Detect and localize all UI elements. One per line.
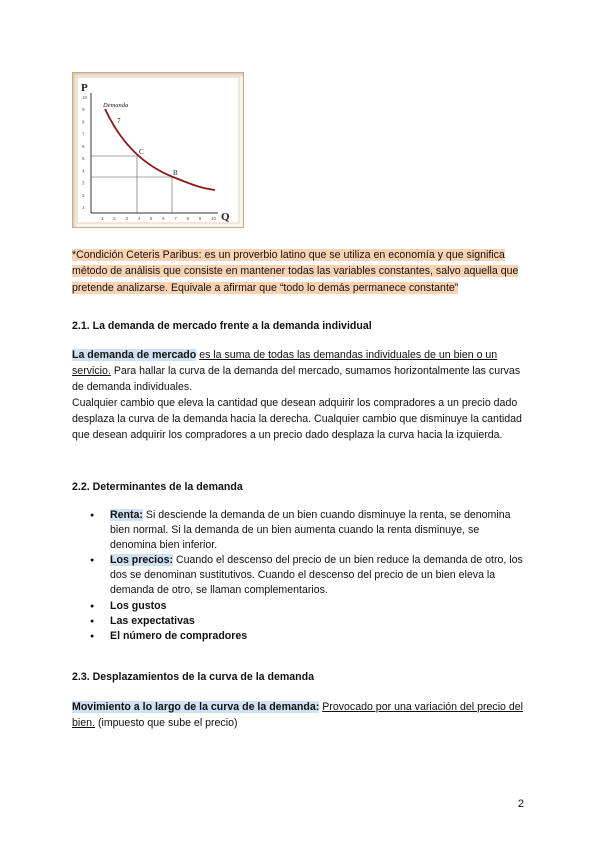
term-movement: Movimiento a lo largo de la curva de la demanda: <box>72 701 320 713</box>
list-item-precios <box>90 553 523 598</box>
x-tick-label: 6 <box>162 216 165 221</box>
text-movement-underlined: Provocado por una variación del precio del bien. <box>72 701 524 729</box>
x-tick-label: 10 <box>211 216 217 221</box>
y-tick-label: 6 <box>82 143 85 149</box>
y-tick-label: 7 <box>82 131 85 137</box>
list-item-renta <box>90 508 523 553</box>
paragraph-market-demand <box>72 348 527 443</box>
text-market-demand: Para hallar la curva de la demanda del mercado, sumamos horizontalmente las curvas de demanda individuales. <box>72 364 521 393</box>
y-tick-label: 1 <box>82 205 85 210</box>
y-tick-label: 4 <box>82 168 85 174</box>
x-axis-label: Q <box>221 211 230 223</box>
term-renta: Renta: <box>110 509 143 521</box>
curve-label: Demanda <box>103 102 129 109</box>
point-label-7: 7 <box>117 117 121 125</box>
heading-2-3: 2.3. Desplazamientos de la curva de la demanda <box>72 671 314 683</box>
y-tick-label: 3 <box>82 180 85 186</box>
y-tick-label: 5 <box>82 156 85 162</box>
text-gustos: Los gustos <box>110 599 167 612</box>
paragraph-movement-along-curve <box>72 700 527 732</box>
x-tick-label: 4 <box>137 216 141 221</box>
x-tick-label: 5 <box>149 216 153 221</box>
y-tick-label: 2 <box>82 192 85 198</box>
list-item-gustos <box>90 599 523 614</box>
term-market-demand: La demanda de mercado <box>72 349 197 361</box>
list-item-expectativas <box>90 614 523 629</box>
term-precios: Los precios: <box>110 554 173 567</box>
text-demand-shift: Cualquier cambio que eleva la cantidad que desean adquirir los compradores a un precio dado desplaza la curva de la demanda hacia la derecha. Cualquier cambio que disminuye la cantidad que desean adquirir los compradores a un precio dado desplaza la curva hacia la izquierda. <box>72 396 522 441</box>
text-renta: Si desciende la demanda de un bien cuando disminuye la renta, se denomina bien normal. Si la demanda de un bien aumenta cuando la renta disminuye, se denomina bien inferior. <box>110 509 511 552</box>
x-tick-label: 9 <box>198 216 202 221</box>
y-axis-label: P <box>81 82 88 94</box>
text-precios: Cuando el descenso del precio de un bien reduce la demanda de otro, los dos se denominan sustitutivos. Cuando el descenso del precio de un bien eleva la demanda de otro, se llaman complementarios. <box>110 554 523 597</box>
heading-2-1: 2.1. La demanda de mercado frente a la demanda individual <box>72 320 372 332</box>
x-tick-label: 2 <box>113 216 116 221</box>
y-tick-label: 9 <box>82 107 85 113</box>
demand-curve-chart <box>73 73 243 227</box>
determinants-list <box>90 508 523 644</box>
note-text: *Condición Ceteris Paribus: es un proverbio latino que se utiliza en economía y que significa método de análisis que consiste en mantener todas las variables constantes, salvo aquella que pretende analizarse. Equivale a afirmar que “todo lo demás permanece constante” <box>72 249 519 294</box>
x-tick-label: 8 <box>186 216 190 221</box>
definition-market-demand: es la suma de todas las demandas individuales de un bien o un servicio. <box>72 349 498 377</box>
point-label-b: B <box>173 169 178 177</box>
list-item-compradores <box>90 629 523 644</box>
ceteris-paribus-note <box>72 247 527 296</box>
text-compradores: El número de compradores <box>110 629 248 642</box>
demand-curve-figure <box>72 72 244 228</box>
y-tick-label: 10 <box>82 95 88 100</box>
x-tick-label: 3 <box>125 216 128 221</box>
x-tick-label: 7 <box>174 216 177 221</box>
text-expectativas: Las expectativas <box>110 614 195 627</box>
page-number: 2 <box>517 798 524 810</box>
text-movement-rest: (impuesto que sube el precio) <box>97 716 238 729</box>
x-tick-label: 1 <box>101 216 104 221</box>
point-label-c: C <box>139 148 144 156</box>
heading-2-2: 2.2. Determinantes de la demanda <box>72 481 243 493</box>
y-tick-label: 8 <box>82 119 85 125</box>
